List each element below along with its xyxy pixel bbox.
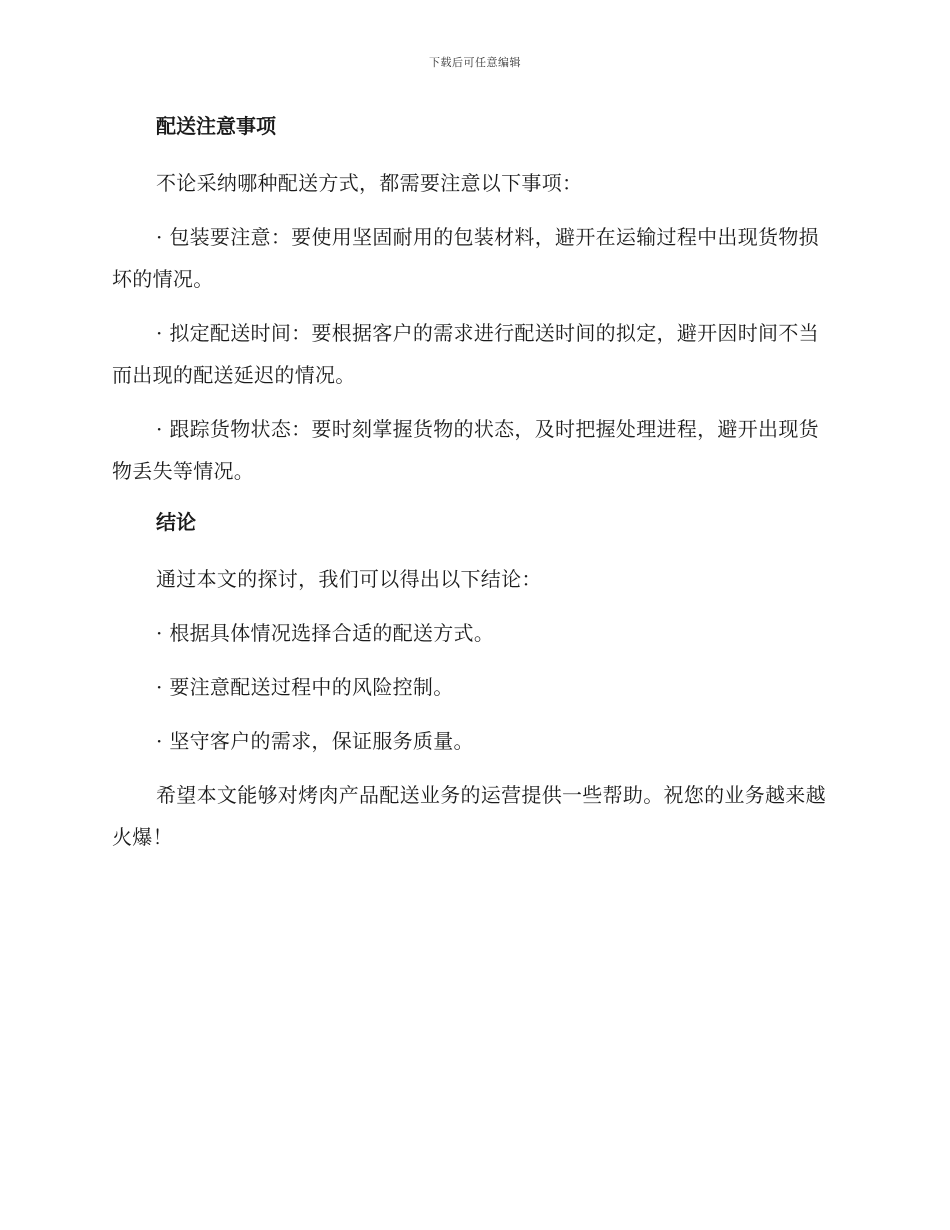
paragraph: 不论采纳哪种配送方式，都需要注意以下事项：: [156, 171, 583, 195]
section-conclusion: [112, 504, 836, 858]
section-heading: 配送注意事项: [156, 114, 276, 138]
section-delivery-notes: [112, 108, 836, 492]
bullet-item: · 根据具体情况选择合适的配送方式。: [156, 621, 495, 645]
bullet-item: · 坚守客户的需求，保证服务质量。: [156, 729, 474, 753]
document-body: [112, 108, 836, 870]
closing-paragraph: 希望本文能够对烤肉产品配送业务的运营提供一些帮助。祝您的业务越来越火爆！: [112, 783, 826, 849]
page-header: 下载后可任意编辑: [429, 56, 521, 69]
bullet-item: · 要注意配送过程中的风险控制。: [156, 675, 454, 699]
bullet-item: · 跟踪货物状态：要时刻掌握货物的状态，及时把握处理进程，避开出现货物丢失等情况。: [112, 417, 819, 483]
paragraph: 通过本文的探讨，我们可以得出以下结论：: [156, 567, 542, 591]
bullet-item: · 拟定配送时间：要根据客户的需求进行配送时间的拟定，避开因时间不当而出现的配送延迟的情况。: [112, 321, 819, 387]
section-heading: 结论: [156, 510, 196, 534]
bullet-item: · 包装要注意：要使用坚固耐用的包装材料，避开在运输过程中出现货物损坏的情况。: [112, 225, 819, 291]
